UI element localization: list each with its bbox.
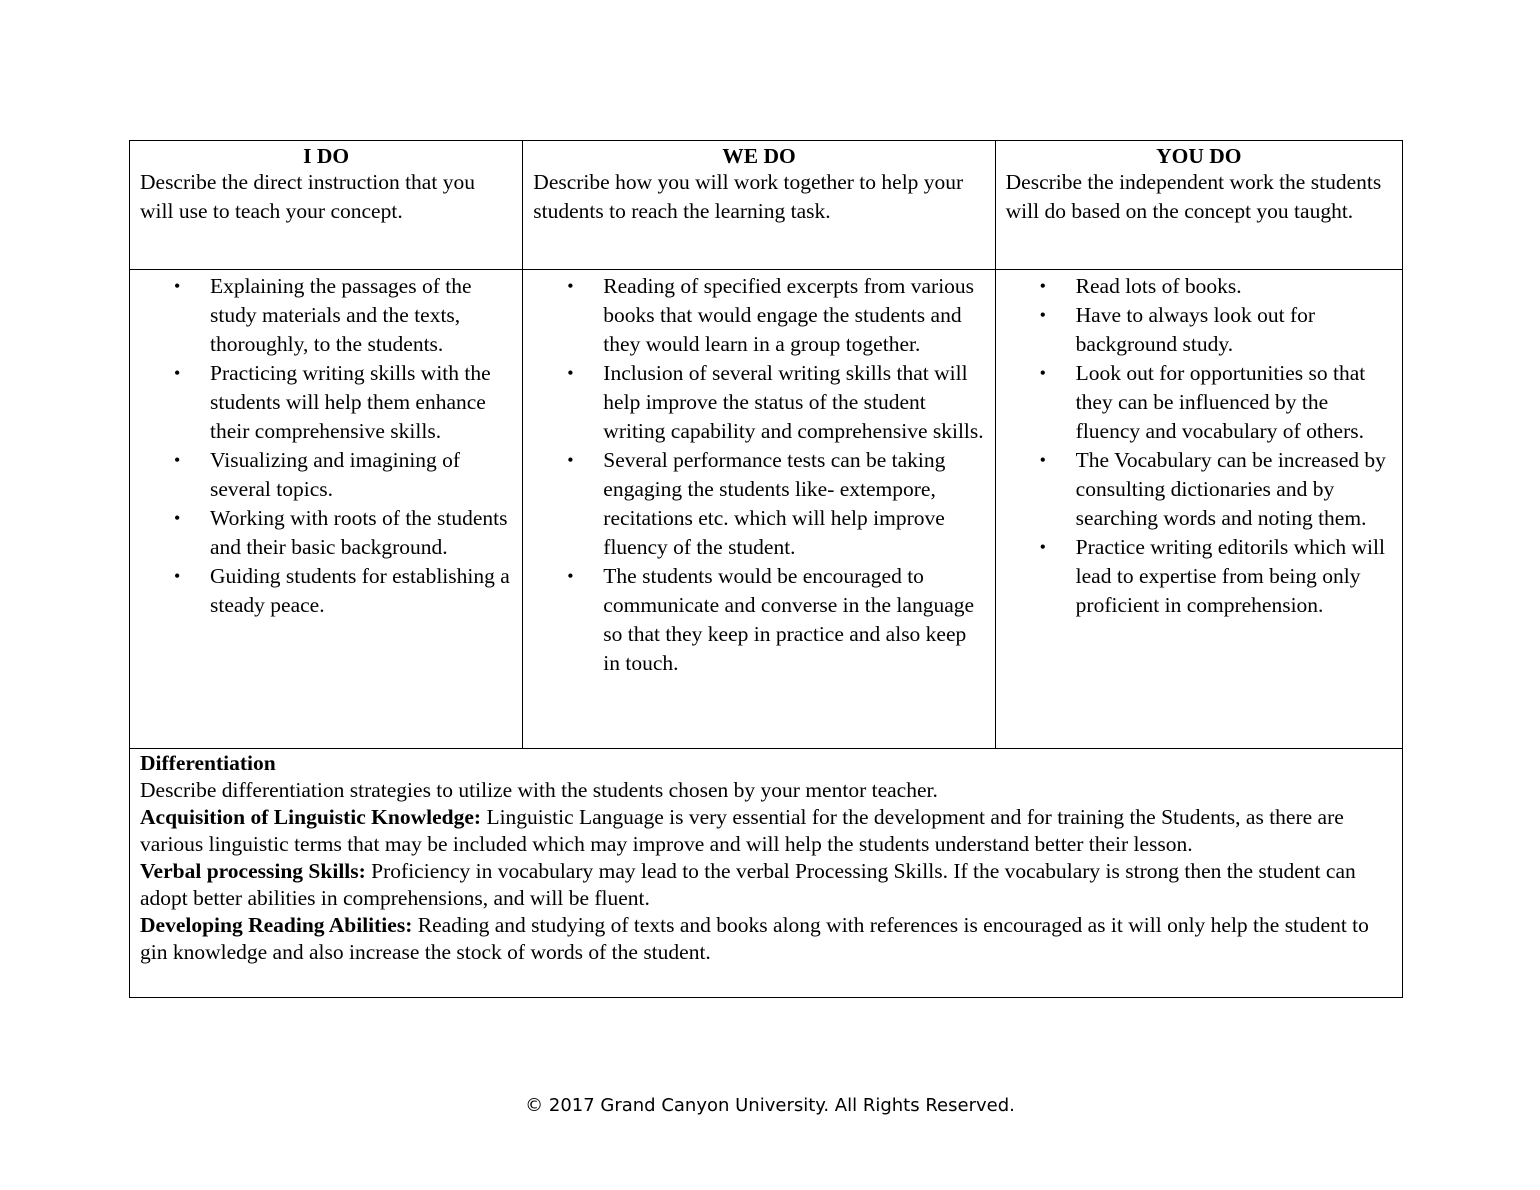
- list-item: [1006, 272, 1392, 301]
- list-item: [533, 272, 984, 359]
- list-item-text: Reading of specified excerpts from various books that would engage the students and they would learn in a group together.: [603, 274, 975, 356]
- list-item: [140, 359, 512, 446]
- you-do-title: YOU DO: [1156, 144, 1242, 168]
- bullet-icon: •: [567, 276, 574, 296]
- you-do-description: Describe the independent work the students will do based on the concept you taught.: [1005, 170, 1382, 223]
- i-do-content-cell: [130, 270, 523, 749]
- list-item-text: The students would be encouraged to communicate and converse in the language so that they keep in practice and also keep in touch.: [603, 564, 975, 675]
- list-item: [1006, 359, 1392, 446]
- list-item: [533, 446, 984, 562]
- differentiation-item-label: Acquisition of Linguistic Knowledge:: [140, 805, 482, 829]
- bullet-icon: •: [174, 276, 181, 296]
- differentiation-item-label: Verbal processing Skills:: [140, 859, 366, 883]
- you-do-bullet-list: [1006, 272, 1392, 620]
- i-do-bullet-list: [140, 272, 512, 620]
- differentiation-description: Describe differentiation strategies to utilize with the students chosen by your mentor teacher.: [140, 778, 938, 802]
- bullet-icon: •: [567, 363, 574, 383]
- differentiation-item-label: Developing Reading Abilities:: [140, 913, 413, 937]
- list-item-text: Practicing writing skills with the students will help them enhance their comprehensive skills.: [210, 361, 491, 443]
- list-item: [533, 562, 984, 678]
- list-item: [140, 504, 512, 562]
- you-do-header-cell: [995, 141, 1402, 270]
- we-do-header-cell: [523, 141, 995, 270]
- list-item: [533, 359, 984, 446]
- we-do-title: WE DO: [722, 144, 796, 168]
- bullet-icon: •: [567, 566, 574, 586]
- lesson-plan-table: [129, 140, 1403, 998]
- list-item: [1006, 301, 1392, 359]
- list-item-text: Explaining the passages of the study materials and the texts, thoroughly, to the students.: [210, 274, 472, 356]
- bullet-icon: •: [1039, 450, 1046, 470]
- copyright-footer: © 2017 Grand Canyon University. All Rights Reserved.: [525, 1095, 1015, 1116]
- bullet-icon: •: [1039, 276, 1046, 296]
- list-item: [140, 446, 512, 504]
- differentiation-item: [140, 804, 1392, 858]
- list-item-text: The Vocabulary can be increased by consulting dictionaries and by searching words and noting them.: [1075, 448, 1386, 530]
- list-item-text: Visualizing and imagining of several topics.: [210, 448, 461, 501]
- list-item-text: Practice writing editorils which will lead to expertise from being only proficient in comprehension.: [1075, 535, 1385, 617]
- i-do-title: I DO: [303, 144, 350, 168]
- bullet-icon: •: [1039, 305, 1046, 325]
- i-do-header-cell: [130, 141, 523, 270]
- differentiation-item-text: Proficiency in vocabulary may lead to the verbal Processing Skills. If the vocabulary is strong then the student can adopt better abilities in comprehensions, and will be fluent.: [140, 859, 1356, 910]
- differentiation-item: [140, 912, 1392, 966]
- list-item-text: Working with roots of the students and their basic background.: [210, 506, 508, 559]
- differentiation-row: [130, 749, 1403, 998]
- list-item: [1006, 446, 1392, 533]
- bullet-icon: •: [1039, 537, 1046, 557]
- table-header-row: [130, 141, 1403, 270]
- i-do-description: Describe the direct instruction that you will use to teach your concept.: [140, 170, 475, 223]
- differentiation-cell: [130, 749, 1403, 998]
- we-do-content-cell: [523, 270, 995, 749]
- list-item-text: Look out for opportunities so that they can be influenced by the fluency and vocabulary of others.: [1075, 361, 1366, 443]
- we-do-description: Describe how you will work together to help your students to reach the learning task.: [533, 170, 964, 223]
- list-item: [140, 562, 512, 620]
- bullet-icon: •: [174, 508, 181, 528]
- differentiation-item: [140, 858, 1392, 912]
- list-item-text: Have to always look out for background study.: [1075, 303, 1316, 356]
- bullet-icon: •: [1039, 363, 1046, 383]
- we-do-bullet-list: [533, 272, 984, 678]
- you-do-content-cell: [995, 270, 1402, 749]
- list-item: [140, 272, 512, 359]
- list-item-text: Read lots of books.: [1075, 274, 1242, 298]
- differentiation-title: Differentiation: [140, 751, 276, 775]
- list-item-text: Several performance tests can be taking engaging the students like- extempore, recitations etc. which will help improve fluency of the student.: [603, 448, 946, 559]
- table-content-row: [130, 270, 1403, 749]
- list-item-text: Inclusion of several writing skills that will help improve the status of the student writing capability and comprehensive skills.: [603, 361, 984, 443]
- list-item-text: Guiding students for establishing a steady peace.: [210, 564, 510, 617]
- bullet-icon: •: [174, 566, 181, 586]
- bullet-icon: •: [174, 363, 181, 383]
- bullet-icon: •: [567, 450, 574, 470]
- list-item: [1006, 533, 1392, 620]
- bullet-icon: •: [174, 450, 181, 470]
- differentiation-item-text: Reading and studying of texts and books along with references is encouraged as it will only help the student to gin knowledge and also increase the stock of words of the student.: [140, 913, 1369, 964]
- differentiation-item-text: Linguistic Language is very essential for the development and for training the Students, as there are various linguistic terms that may be included which may improve and will help the students understand better their lesson.: [140, 805, 1344, 856]
